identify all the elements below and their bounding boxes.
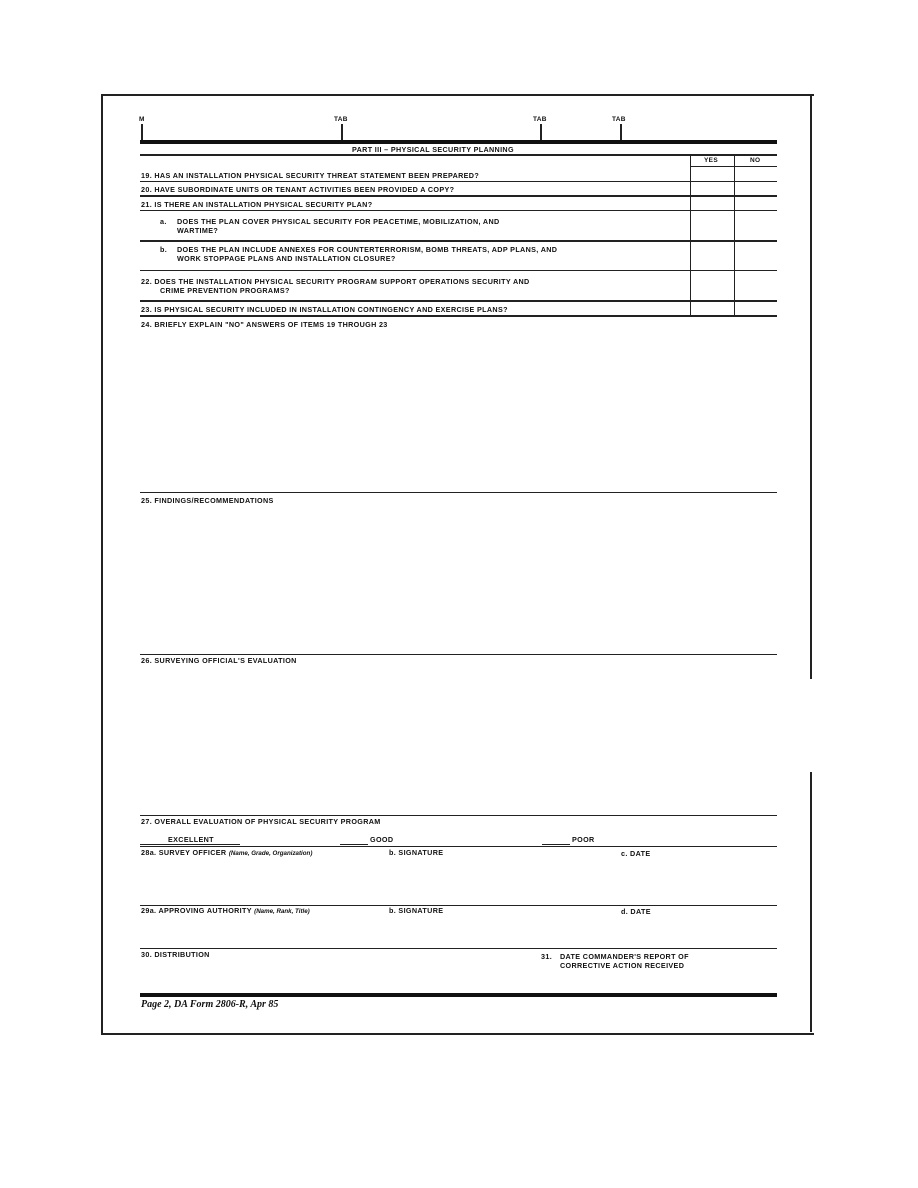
survey-officer-hint: (Name, Grade, Organization) [228, 850, 313, 857]
approving-signature-label: b. SIGNATURE [389, 906, 444, 915]
section-31-number: 31. [541, 952, 553, 961]
section-27-title: 27. OVERALL EVALUATION OF PHYSICAL SECURITY PROGRAM [141, 817, 381, 826]
survey-signature-label: b. SIGNATURE [389, 848, 444, 857]
tab-marker-1: TAB [334, 116, 348, 123]
evaluation-field[interactable] [140, 668, 777, 812]
approving-date-label: d. DATE [621, 907, 651, 916]
rule-22 [140, 300, 777, 302]
approving-authority-field[interactable] [140, 918, 777, 948]
commander-report-line2: CORRECTIVE ACTION RECEIVED [560, 961, 685, 970]
survey-officer-label [141, 849, 312, 857]
q20-no-box[interactable] [735, 182, 777, 195]
question-21a-line2: WARTIME? [177, 226, 219, 235]
column-yes: YES [704, 157, 719, 164]
findings-field[interactable] [140, 508, 777, 652]
poor-blank[interactable] [542, 844, 570, 845]
q19-no-box[interactable] [735, 167, 777, 181]
question-21b-line1: DOES THE PLAN INCLUDE ANNEXES FOR COUNTERTERRORISM, BOMB THREATS, ADP PLANS, AND [177, 245, 558, 254]
part-title: PART III – PHYSICAL SECURITY PLANNING [352, 145, 514, 154]
question-22-line1: 22. DOES THE INSTALLATION PHYSICAL SECURITY PROGRAM SUPPORT OPERATIONS SECURITY AND [141, 277, 530, 286]
question-21a-letter: a. [160, 217, 167, 226]
tab-marker-m: M [139, 116, 145, 123]
footer-rule [140, 993, 777, 997]
q21a-yes-box[interactable] [691, 211, 734, 240]
section-25-title: 25. FINDINGS/RECOMMENDATIONS [141, 496, 274, 505]
good-blank[interactable] [340, 844, 368, 845]
question-20: 20. HAVE SUBORDINATE UNITS OR TENANT ACTIVITIES BEEN PROVIDED A COPY? [141, 185, 455, 194]
rating-poor: POOR [572, 835, 595, 844]
survey-officer-text: 28a. SURVEY OFFICER [141, 848, 227, 857]
column-no: NO [750, 157, 761, 164]
rule-21a [140, 240, 777, 242]
tab-marker-3: TAB [612, 116, 626, 123]
rule-19 [140, 181, 777, 182]
approving-authority-label [141, 907, 310, 915]
q21b-yes-box[interactable] [691, 242, 734, 270]
approving-authority-hint: (Name, Rank, Title) [254, 908, 310, 915]
tab-tick-m [141, 124, 143, 141]
rule-21b [140, 270, 777, 271]
section-26-title: 26. SURVEYING OFFICIAL'S EVALUATION [141, 656, 297, 665]
rule-24 [140, 492, 777, 493]
tab-tick-3 [620, 124, 622, 141]
q21b-no-box[interactable] [735, 242, 777, 270]
survey-officer-field[interactable] [140, 860, 777, 904]
rule-25 [140, 654, 777, 655]
distribution-field[interactable] [140, 962, 536, 990]
q23-no-box[interactable] [735, 302, 777, 315]
question-21b-line2: WORK STOPPAGE PLANS AND INSTALLATION CLOSURE? [177, 254, 396, 263]
question-24: 24. BRIEFLY EXPLAIN "NO" ANSWERS OF ITEMS 19 THROUGH 23 [141, 320, 388, 329]
rule-23 [140, 315, 777, 317]
rating-excellent: EXCELLENT [168, 835, 214, 844]
question-19: 19. HAS AN INSTALLATION PHYSICAL SECURITY THREAT STATEMENT BEEN PREPARED? [141, 171, 480, 180]
commander-report-line1: DATE COMMANDER'S REPORT OF [560, 952, 689, 961]
q21-yes-box[interactable] [691, 197, 734, 210]
rule-26 [140, 815, 777, 816]
question-21a-line1: DOES THE PLAN COVER PHYSICAL SECURITY FOR PEACETIME, MOBILIZATION, AND [177, 217, 500, 226]
part-top-rule [140, 140, 777, 144]
frame-right-lower [810, 772, 812, 1032]
frame-right-upper [810, 94, 812, 679]
rating-good: GOOD [370, 835, 394, 844]
q23-yes-box[interactable] [691, 302, 734, 315]
q21a-no-box[interactable] [735, 211, 777, 240]
distribution-label: 30. DISTRIBUTION [141, 950, 210, 959]
question-23: 23. IS PHYSICAL SECURITY INCLUDED IN INSTALLATION CONTINGENCY AND EXERCISE PLANS? [141, 305, 508, 314]
question-21b-letter: b. [160, 245, 168, 254]
q22-yes-box[interactable] [691, 271, 734, 300]
page-footer: Page 2, DA Form 2806-R, Apr 85 [141, 999, 279, 1010]
question-22-line2: CRIME PREVENTION PROGRAMS? [160, 286, 290, 295]
tab-tick-1 [341, 124, 343, 141]
rule-29 [140, 948, 777, 949]
part-title-rule [140, 154, 777, 156]
tab-tick-2 [540, 124, 542, 141]
q19-yes-box[interactable] [691, 167, 734, 181]
q22-no-box[interactable] [735, 271, 777, 300]
q21-no-box[interactable] [735, 197, 777, 210]
rule-21 [140, 210, 777, 211]
rule-27 [140, 846, 777, 847]
q20-yes-box[interactable] [691, 182, 734, 195]
explain-no-answers-field[interactable] [140, 332, 777, 490]
excellent-underline [140, 844, 240, 845]
rule-20 [140, 195, 777, 197]
survey-date-label: c. DATE [621, 849, 651, 858]
approving-authority-text: 29a. APPROVING AUTHORITY [141, 906, 252, 915]
tab-marker-2: TAB [533, 116, 547, 123]
question-21: 21. IS THERE AN INSTALLATION PHYSICAL SECURITY PLAN? [141, 200, 373, 209]
